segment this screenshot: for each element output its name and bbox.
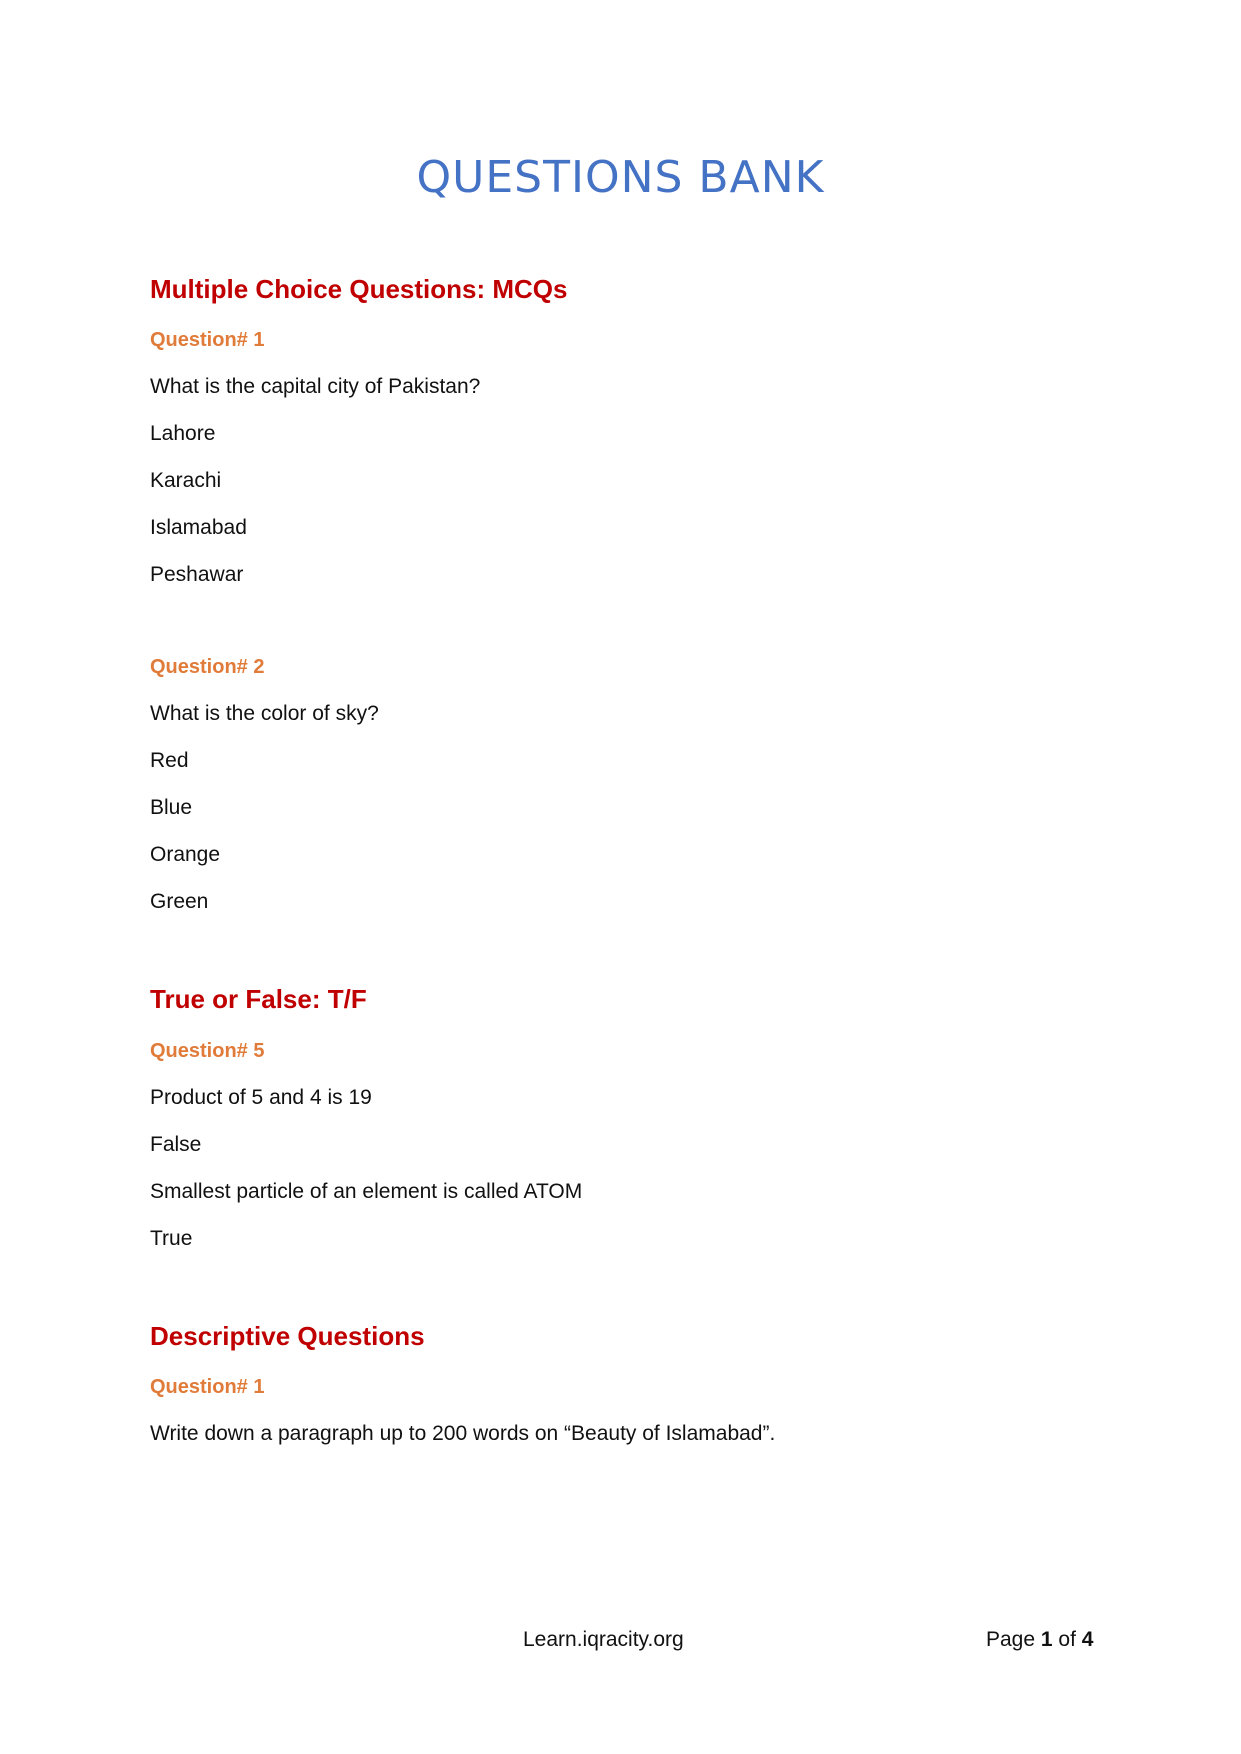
page-total: 4	[1081, 1628, 1094, 1651]
statement-text: Smallest particle of an element is called ATOM	[150, 1180, 583, 1203]
question-text: What is the capital city of Pakistan?	[150, 375, 481, 398]
page-of: of	[1058, 1628, 1076, 1651]
answer-option: Green	[150, 890, 209, 913]
answer-option: Islamabad	[150, 516, 247, 539]
page-prefix: Page	[986, 1628, 1036, 1651]
answer-option: Lahore	[150, 422, 216, 445]
section-heading-mcq: Multiple Choice Questions: MCQs	[150, 274, 568, 304]
footer-site-link[interactable]: Learn.iqracity.org	[523, 1628, 684, 1651]
question-text: Write down a paragraph up to 200 words on “Beauty of Islamabad”.	[150, 1422, 776, 1445]
page-current: 1	[1040, 1628, 1053, 1651]
question-text: What is the color of sky?	[150, 702, 379, 725]
document-title: QUESTIONS BANK	[416, 152, 825, 203]
answer-option: Red	[150, 749, 189, 772]
answer-text: True	[150, 1227, 193, 1250]
answer-option: Blue	[150, 796, 193, 819]
section-heading-true-false: True or False: T/F	[150, 984, 367, 1014]
question-label: Question# 5	[150, 1040, 265, 1062]
answer-option: Peshawar	[150, 563, 244, 586]
page-number	[986, 1628, 1093, 1652]
question-label: Question# 1	[150, 329, 265, 351]
question-label: Question# 1	[150, 1376, 265, 1398]
statement-text: Product of 5 and 4 is 19	[150, 1086, 372, 1109]
question-label: Question# 2	[150, 656, 265, 678]
answer-text: False	[150, 1133, 202, 1156]
answer-option: Karachi	[150, 469, 222, 492]
answer-option: Orange	[150, 843, 221, 866]
section-heading-descriptive: Descriptive Questions	[150, 1321, 425, 1351]
